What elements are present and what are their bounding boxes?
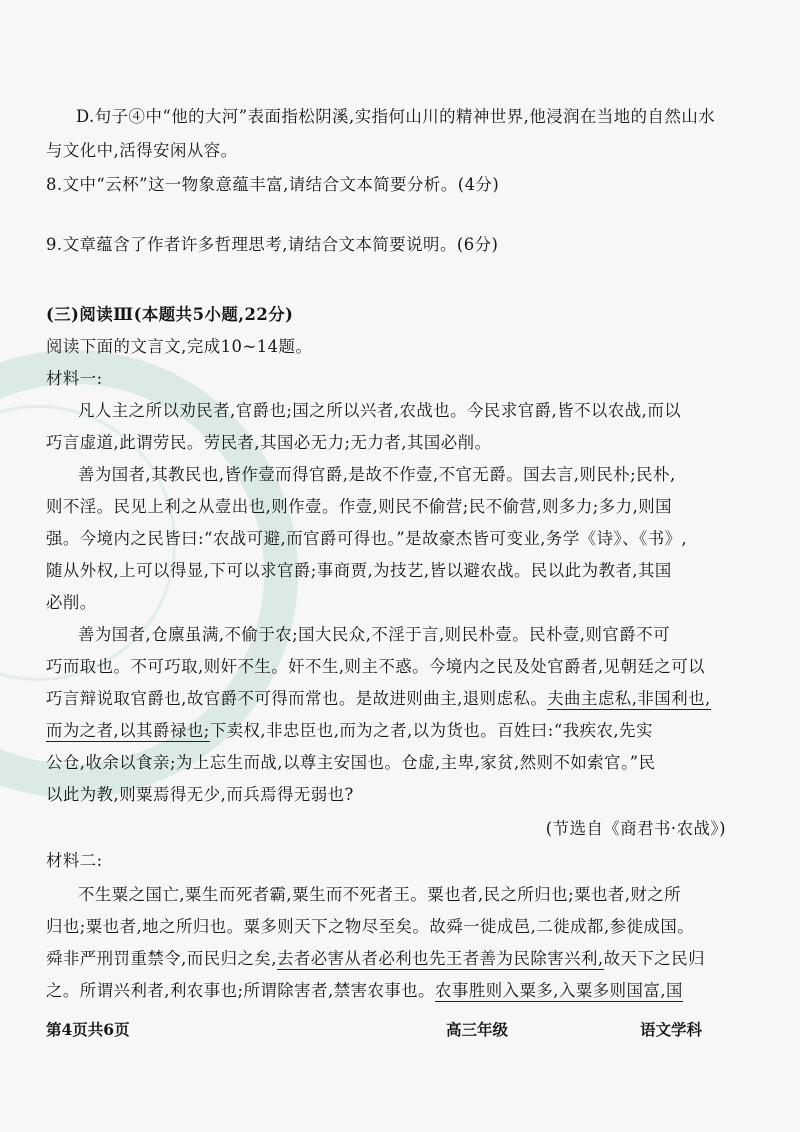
question-9: 9.文章蕴含了作者许多哲理思考,请结合文本简要说明。(6分)	[46, 235, 499, 254]
m1-p3-line2: 巧而取也。不可巧取,则奸不生。奸不生,则主不惑。今境内之民及处官爵者,见朝廷之可以	[46, 657, 705, 676]
m2-line1: 不生粟之国亡,粟生而死者霸,粟生而不死者王。粟也者,民之所归也;粟也者,财之所	[78, 885, 682, 904]
underlined-sentence-2: 去者必害从者必利也先王者善为民除害兴利,	[277, 949, 604, 968]
m2-line3-text-a: 舜非严刑罚重禁令,而民归之矣,	[46, 949, 277, 968]
m1-p2-line2: 则不淫。民见上利之从壹出也,则作壹。作壹,则民不偷营;民不偷营,则多力;多力,则国	[46, 497, 673, 516]
underlined-sentence-1b: 而为之者,以其爵禄也;	[46, 721, 210, 740]
m1-p3-line4	[46, 720, 726, 742]
subject-label: 语文学科	[640, 1020, 703, 1039]
underlined-sentence-3: 农事胜则入粟多,入粟多则国富,国	[435, 981, 683, 1000]
option-d-line2: 与文化中,活得安闲从容。	[46, 141, 238, 160]
source-citation: (节选自《商君书·农战》)	[545, 819, 726, 838]
grade-label: 高三年级	[446, 1020, 509, 1039]
question-8: 8.文中“云杯”这一物象意蕴丰富,请结合文本简要分析。(4分)	[46, 175, 500, 194]
option-d-line1: D.句子④中“他的大河”表面指松阴溪,实指何山川的精神世界,他浸润在当地的自然山水	[76, 107, 716, 126]
m1-p3-line5: 公仓,收余以食亲;为上忘生而战,以尊主安国也。仓虚,主卑,家贫,然则不如索官。”民	[46, 753, 656, 772]
m1-p2-line1: 善为国者,其教民也,皆作壹而得官爵,是故不作壹,不官无爵。国去言,则民朴;民朴,	[78, 465, 676, 484]
reading-instruction: 阅读下面的文言文,完成10~14题。	[46, 337, 313, 356]
underlined-sentence-1a: 夫曲主虑私,非国利也,	[547, 689, 711, 708]
m2-line2: 归也;粟也者,地之所归也。粟多则天下之物尽至矣。故舜一徙成邑,二徙成都,参徙成国。	[46, 917, 695, 936]
m1-p3-line1: 善为国者,仓廪虽满,不偷于农;国大民众,不淫于言,则民朴壹。民朴壹,则官爵不可	[78, 625, 670, 644]
m2-line4	[46, 980, 726, 1002]
m1-p1-line2: 巧言虚道,此谓劳民。劳民者,其国必无力;无力者,其国必削。	[46, 433, 492, 452]
page-number: 第4页共6页	[46, 1020, 130, 1039]
m2-line4-text: 之。所谓兴利者,利农事也;所谓除害者,禁害农事也。	[46, 981, 436, 1000]
m1-p2-line5: 必削。	[46, 593, 97, 612]
m1-p3-line4-text: 下卖权,非忠臣也,而为之者,以为货也。百姓曰:“我疾农,先实	[209, 721, 653, 740]
material-1-label: 材料一:	[46, 369, 103, 388]
m1-p3-line6: 以此为教,则粟焉得无少,而兵焉得无弱也?	[46, 785, 354, 804]
m1-p2-line3: 强。今境内之民皆曰:“农战可避,而官爵可得也。”是故豪杰皆可变业,务学《诗》、《书》,	[46, 529, 688, 548]
m2-line3-text-b: 故天下之民归	[603, 949, 705, 968]
m2-line3	[46, 948, 726, 970]
m1-p1-line1: 凡人主之所以劝民者,官爵也;国之所以兴者,农战也。今民求官爵,皆不以农战,而以	[78, 401, 682, 420]
section-heading: (三)阅读Ⅲ(本题共5小题,22分)	[46, 305, 294, 324]
m1-p2-line4: 随从外权,上可以得显,下可以求官爵;事商贾,为技艺,皆以避农战。民以此为教者,其国	[46, 561, 672, 580]
m1-p3-line3-text: 巧言辩说取官爵也,故官爵不可得而常也。是故进则曲主,退则虑私。	[46, 689, 548, 708]
material-2-label: 材料二:	[46, 851, 103, 870]
m1-p3-line3	[46, 688, 726, 710]
